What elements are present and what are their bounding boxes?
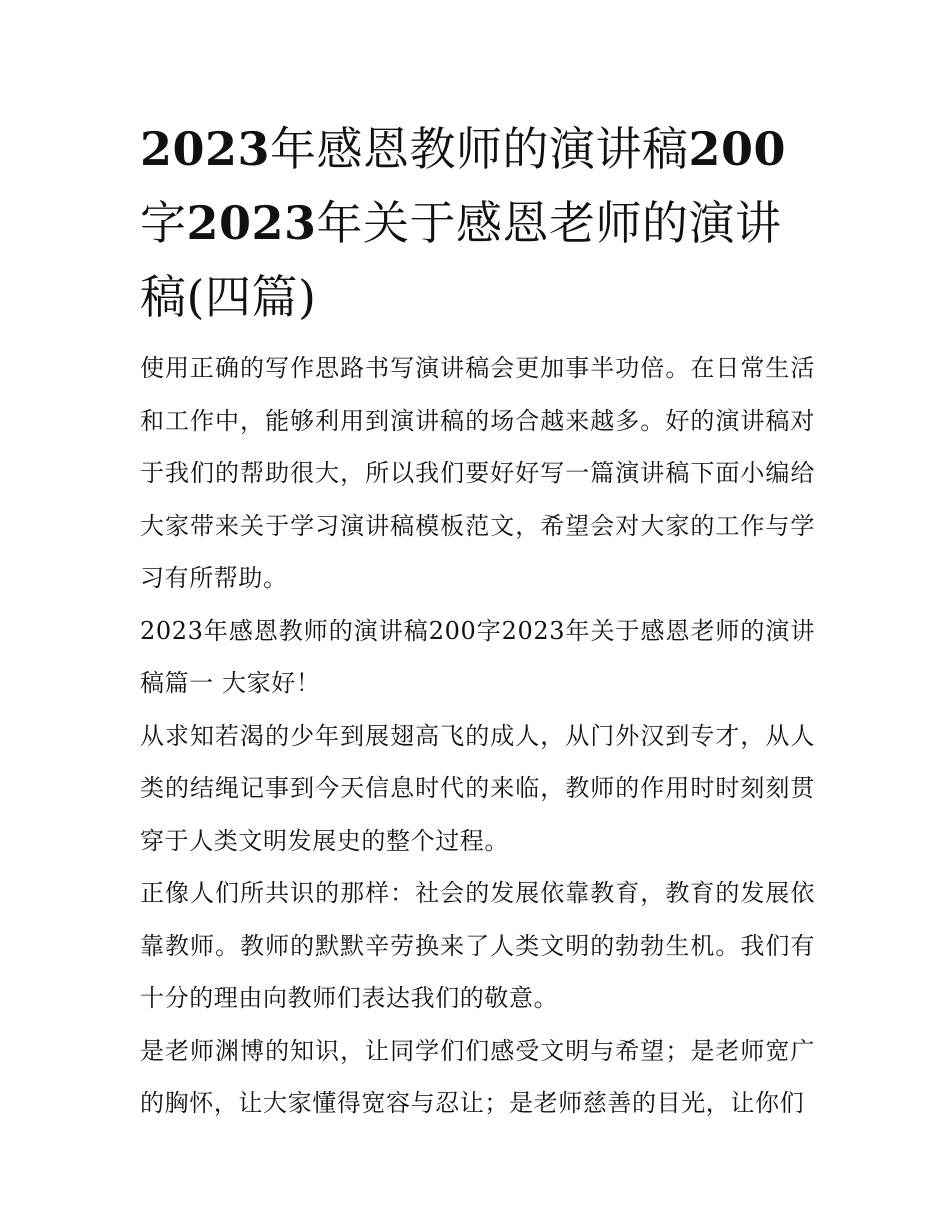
body-paragraph: 正像人们所共识的那样：社会的发展依靠教育，教育的发展依靠教师。教师的默默辛劳换来了人类文明的勃勃生机。我们有十分的理由向教师们表达我们的敬意。 bbox=[140, 879, 815, 1012]
document-content bbox=[140, 112, 815, 1130]
intro-paragraph: 使用正确的写作思路书写演讲稿会更加事半功倍。在日常生活和工作中，能够利用到演讲稿的场合越来越多。好的演讲稿对于我们的帮助很大，所以我们要好好写一篇演讲稿下面小编给大家带来关于学习演讲稿模板范文，希望会对大家的工作与学习有所帮助。 bbox=[140, 354, 815, 592]
body-paragraph: 从求知若渴的少年到展翅高飞的成人，从门外汉到专才，从人类的结绳记事到今天信息时代的来临，教师的作用时时刻刻贯穿于人类文明发展史的整个过程。 bbox=[140, 721, 815, 855]
speech-heading-paragraph: 2023年感恩教师的演讲稿200字2023年关于感恩老师的演讲稿篇一 大家好！ bbox=[140, 616, 815, 697]
body-paragraph: 是老师渊博的知识，让同学们们感受文明与希望；是老师宽广的胸怀，让大家懂得宽容与忍让；是老师慈善的目光，让你们 bbox=[140, 1036, 815, 1117]
document-title: 2023年感恩教师的演讲稿200字2023年关于感恩老师的演讲稿(四篇) bbox=[140, 122, 787, 324]
